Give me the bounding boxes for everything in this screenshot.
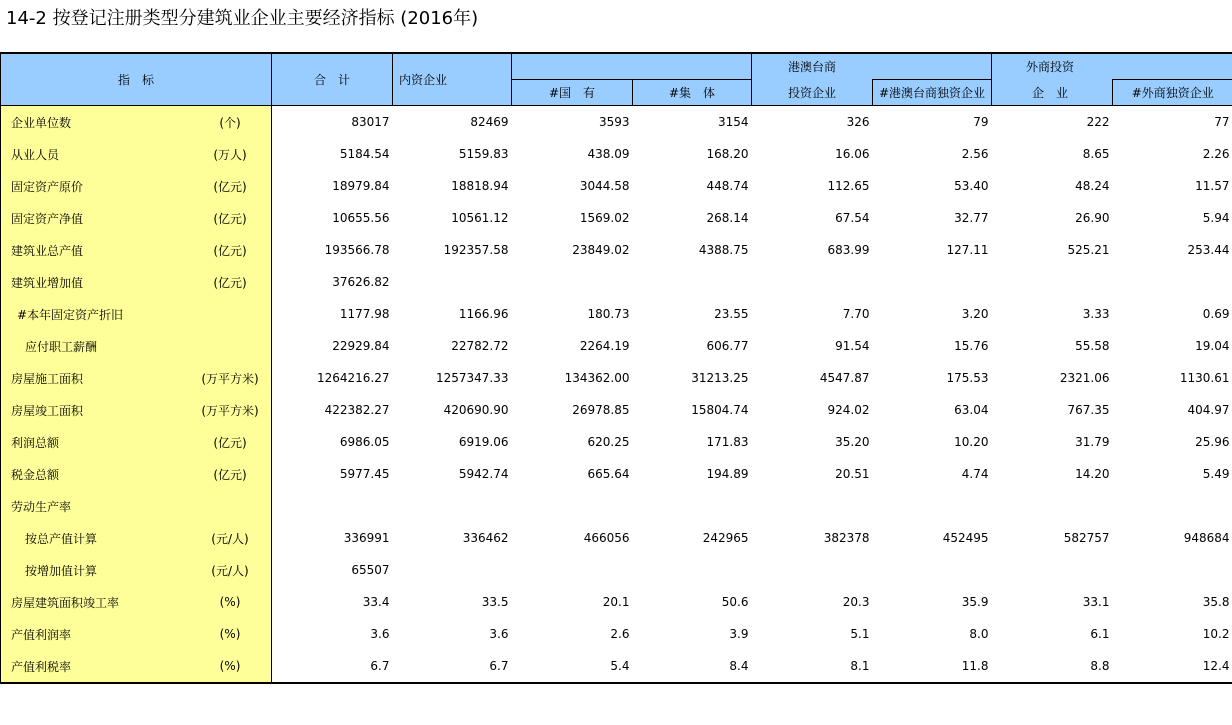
table-cell: 37626.82 — [332, 275, 390, 289]
table-cell: 20.51 — [835, 467, 870, 481]
table-cell: 180.73 — [587, 307, 630, 321]
row-unit: (%) — [219, 627, 241, 641]
row-label — [1, 618, 272, 650]
row-unit: (万人) — [213, 147, 247, 162]
table-cell: 4388.75 — [698, 243, 749, 257]
table-row — [1, 362, 1232, 394]
table-cell: 0.69 — [1202, 307, 1230, 321]
row-label — [1, 234, 272, 266]
table-cell — [512, 554, 633, 586]
table-cell: 7.70 — [842, 307, 870, 321]
table-cell: 242965 — [702, 531, 749, 545]
table-cell: 222 — [1086, 115, 1110, 129]
page-title: 14-2 按登记注册类型分建筑业企业主要经济指标 (2016年) — [6, 8, 479, 29]
data-table — [0, 52, 1232, 684]
table-body — [1, 106, 1232, 684]
table-cell: 4.74 — [961, 467, 989, 481]
table-cell: 6986.05 — [339, 435, 390, 449]
table-cell: 5184.54 — [339, 147, 390, 161]
table-cell — [992, 490, 1113, 522]
table-cell: 924.02 — [827, 403, 870, 417]
table-cell: 23849.02 — [572, 243, 630, 257]
table-row — [1, 394, 1232, 426]
header-hkmt-bottom: 投资企业 — [752, 80, 873, 106]
table-cell: 1257347.33 — [435, 371, 509, 385]
row-unit: (亿元) — [213, 211, 247, 226]
row-name: 固定资产净值 — [11, 211, 84, 226]
table-cell: 171.83 — [706, 435, 749, 449]
header-state: #国 有 — [512, 80, 633, 106]
row-label-wrap — [1, 522, 271, 554]
table-cell: 422382.27 — [324, 403, 390, 417]
table-row — [1, 106, 1232, 139]
row-unit: (万平方米) — [201, 403, 259, 418]
row-unit: (%) — [219, 659, 241, 673]
table-cell: 79 — [973, 115, 989, 129]
row-label — [1, 362, 272, 394]
table-cell: 175.53 — [946, 371, 989, 385]
table-cell: 268.14 — [706, 211, 749, 225]
table-cell: 12.4 — [1113, 650, 1232, 683]
row-label — [1, 650, 272, 683]
table-row — [1, 554, 1232, 586]
table-cell: 63.04 — [954, 403, 989, 417]
table-cell: 3.20 — [961, 307, 989, 321]
table-cell: 336991 — [343, 531, 390, 545]
header-blank — [633, 53, 752, 80]
table-cell: 3.6 — [370, 627, 390, 641]
table-cell: 33.4 — [362, 595, 390, 609]
table-cell — [873, 490, 992, 522]
row-label — [1, 170, 272, 202]
row-label-wrap — [1, 138, 271, 170]
table-cell: 3154 — [717, 115, 749, 129]
table-cell: 452495 — [942, 531, 989, 545]
table-cell: 33.1 — [1082, 595, 1110, 609]
row-label-wrap — [1, 650, 271, 682]
table-cell: 127.11 — [946, 243, 989, 257]
table-cell — [633, 490, 752, 522]
table-cell: 3.9 — [729, 627, 749, 641]
row-unit: (万平方米) — [201, 371, 259, 386]
table-cell — [633, 266, 752, 298]
table-cell — [393, 266, 512, 298]
table-cell: 6.1 — [1090, 627, 1110, 641]
table-cell: 525.21 — [1067, 243, 1110, 257]
row-unit: (亿元) — [213, 275, 247, 290]
table-cell: 11.8 — [873, 650, 992, 683]
table-cell: 326 — [846, 115, 870, 129]
table-cell — [1113, 554, 1232, 586]
row-label-wrap — [1, 298, 271, 330]
row-label — [1, 202, 272, 234]
table-cell: 31.79 — [1075, 435, 1110, 449]
table-cell: 10.2 — [1202, 627, 1230, 641]
table-cell: 168.20 — [706, 147, 749, 161]
row-name: 从业人员 — [11, 147, 60, 162]
table-cell: 50.6 — [721, 595, 749, 609]
table-cell: 620.25 — [587, 435, 630, 449]
row-label-wrap — [1, 394, 271, 426]
table-cell: 19.04 — [1195, 339, 1230, 353]
row-label-wrap — [1, 106, 271, 138]
table-cell: 3.33 — [1082, 307, 1110, 321]
table-cell: 35.20 — [835, 435, 870, 449]
table-row — [1, 234, 1232, 266]
row-label-wrap — [1, 458, 271, 490]
row-label — [1, 106, 272, 139]
table-cell: 6.7 — [272, 650, 393, 683]
table-cell: 606.77 — [706, 339, 749, 353]
table-cell: 194.89 — [706, 467, 749, 481]
row-name: 税金总额 — [11, 467, 60, 482]
table-row — [1, 618, 1232, 650]
table-cell: 134362.00 — [564, 371, 630, 385]
row-name: 房屋竣工面积 — [11, 403, 84, 418]
table-cell: 8.1 — [752, 650, 873, 683]
table-cell: 5977.45 — [339, 467, 390, 481]
table-cell — [393, 554, 512, 586]
row-label-wrap — [1, 490, 271, 522]
table-cell: 10.20 — [954, 435, 989, 449]
table-cell: 20.3 — [842, 595, 870, 609]
row-name: 利润总额 — [11, 435, 60, 450]
table-cell: 4547.87 — [819, 371, 870, 385]
table-cell — [752, 266, 873, 298]
table-cell: 1177.98 — [339, 307, 390, 321]
table-cell: 5.94 — [1202, 211, 1230, 225]
row-label — [1, 266, 272, 298]
table-cell: 6.7 — [393, 650, 512, 683]
row-label-wrap — [1, 362, 271, 394]
header-hkmt-sole: #港澳台商独资企业 — [873, 80, 992, 106]
row-unit: (元/人) — [211, 563, 249, 578]
table-cell — [752, 554, 873, 586]
table-cell: 8.4 — [633, 650, 752, 683]
table-cell — [272, 490, 393, 522]
table-cell: 82469 — [470, 115, 509, 129]
table-cell: 2.26 — [1202, 147, 1230, 161]
table-cell: 10655.56 — [332, 211, 390, 225]
table-cell: 15804.74 — [691, 403, 749, 417]
table-cell: 18979.84 — [332, 179, 390, 193]
table-cell: 32.77 — [954, 211, 989, 225]
table-cell: 11.57 — [1195, 179, 1230, 193]
row-label-wrap — [1, 234, 271, 266]
row-name: 产值利润率 — [11, 627, 72, 642]
row-name: 房屋施工面积 — [11, 371, 84, 386]
table-cell: 420690.90 — [443, 403, 509, 417]
table-row — [1, 138, 1232, 170]
table-cell: 10561.12 — [451, 211, 509, 225]
row-name: 建筑业增加值 — [11, 275, 84, 290]
table-cell — [512, 266, 633, 298]
table-cell — [992, 554, 1113, 586]
header-foreign-top: 外商投资 — [992, 53, 1113, 80]
header-total: 合 计 — [272, 53, 393, 106]
header-blank — [873, 53, 992, 80]
row-label — [1, 138, 272, 170]
table-cell — [992, 266, 1113, 298]
header-indicator: 指 标 — [1, 53, 272, 106]
row-label-wrap — [1, 170, 271, 202]
table-cell — [1113, 266, 1232, 298]
table-cell: 2264.19 — [579, 339, 630, 353]
table-cell — [873, 266, 992, 298]
table-cell: 55.58 — [1075, 339, 1110, 353]
table-cell: 382378 — [823, 531, 870, 545]
row-unit: (亿元) — [213, 467, 247, 482]
header-foreign-sole: #外商独资企业 — [1113, 80, 1232, 106]
row-label-wrap — [1, 202, 271, 234]
table-cell: 336462 — [462, 531, 509, 545]
table-cell: 2321.06 — [1059, 371, 1110, 385]
table-cell: 22782.72 — [451, 339, 509, 353]
row-name: 企业单位数 — [11, 115, 72, 130]
table-cell: 83017 — [351, 115, 390, 129]
table-cell: 22929.84 — [332, 339, 390, 353]
table-cell: 253.44 — [1187, 243, 1230, 257]
table-cell: 5942.74 — [458, 467, 509, 481]
table-cell: 35.8 — [1202, 595, 1230, 609]
table-cell: 33.5 — [481, 595, 509, 609]
table-cell — [1113, 490, 1232, 522]
table-cell: 466056 — [583, 531, 630, 545]
table-cell: 53.40 — [954, 179, 989, 193]
table-cell: 67.54 — [835, 211, 870, 225]
header-hkmt-top: 港澳台商 — [752, 53, 873, 80]
row-label — [1, 586, 272, 618]
table-cell: 2.56 — [961, 147, 989, 161]
row-unit: (元/人) — [211, 531, 249, 546]
table-cell: 16.06 — [835, 147, 870, 161]
header-foreign-bottom: 企 业 — [992, 80, 1113, 106]
table-cell: 404.97 — [1187, 403, 1230, 417]
header-collective: #集 体 — [633, 80, 752, 106]
table-cell: 5159.83 — [458, 147, 509, 161]
table-cell: 8.8 — [992, 650, 1113, 683]
row-name: 固定资产原价 — [11, 179, 84, 194]
table-cell: 3.6 — [489, 627, 509, 641]
row-label — [1, 522, 272, 554]
row-name: 建筑业总产值 — [11, 243, 84, 258]
table-cell: 1130.61 — [1179, 371, 1230, 385]
row-name: 按总产值计算 — [25, 531, 98, 546]
row-name: #本年固定资产折旧 — [17, 307, 124, 322]
table-cell: 23.55 — [714, 307, 749, 321]
table-cell: 1264216.27 — [316, 371, 390, 385]
row-name: 应付职工薪酬 — [25, 339, 98, 354]
table-cell: 3044.58 — [579, 179, 630, 193]
row-label — [1, 298, 272, 330]
table-cell: 193566.78 — [324, 243, 390, 257]
table-cell — [873, 554, 992, 586]
row-label — [1, 426, 272, 458]
row-name: 产值利税率 — [11, 659, 72, 674]
row-unit: (亿元) — [213, 243, 247, 258]
table-row — [1, 298, 1232, 330]
table-row — [1, 266, 1232, 298]
row-label-wrap — [1, 266, 271, 298]
table-cell: 3593 — [598, 115, 630, 129]
table-cell — [633, 554, 752, 586]
table-cell: 14.20 — [1075, 467, 1110, 481]
table-cell: 91.54 — [835, 339, 870, 353]
row-label — [1, 394, 272, 426]
table-row — [1, 170, 1232, 202]
header-blank — [1113, 53, 1232, 80]
table-cell: 26.90 — [1075, 211, 1110, 225]
table-cell: 15.76 — [954, 339, 989, 353]
table-cell — [752, 490, 873, 522]
table-cell: 948684 — [1183, 531, 1230, 545]
row-label-wrap — [1, 586, 271, 618]
table-cell: 683.99 — [827, 243, 870, 257]
row-label-wrap — [1, 330, 271, 362]
table-cell: 25.96 — [1195, 435, 1230, 449]
table-row — [1, 330, 1232, 362]
table-cell: 767.35 — [1067, 403, 1110, 417]
row-name: 房屋建筑面积竣工率 — [11, 595, 120, 610]
table-row — [1, 458, 1232, 490]
row-unit: (亿元) — [213, 179, 247, 194]
table-cell: 1166.96 — [458, 307, 509, 321]
table-cell: 2.6 — [610, 627, 630, 641]
table-cell: 438.09 — [587, 147, 630, 161]
table-row — [1, 490, 1232, 522]
table-row — [1, 586, 1232, 618]
table-cell: 192357.58 — [443, 243, 509, 257]
table-row — [1, 202, 1232, 234]
table-cell: 8.0 — [969, 627, 989, 641]
table-cell: 665.64 — [587, 467, 630, 481]
table-row — [1, 522, 1232, 554]
table-cell: 5.1 — [850, 627, 870, 641]
table-cell: 8.65 — [1082, 147, 1110, 161]
row-label-wrap — [1, 554, 271, 586]
table-cell: 20.1 — [602, 595, 630, 609]
table-cell: 48.24 — [1075, 179, 1110, 193]
table-cell: 35.9 — [961, 595, 989, 609]
table-cell: 65507 — [351, 563, 390, 577]
header-blank — [512, 53, 633, 80]
table-cell: 6919.06 — [458, 435, 509, 449]
row-label — [1, 554, 272, 586]
row-name: 按增加值计算 — [25, 563, 98, 578]
table-cell: 5.4 — [512, 650, 633, 683]
row-label-wrap — [1, 618, 271, 650]
row-name: 劳动生产率 — [11, 499, 72, 514]
row-label-wrap — [1, 426, 271, 458]
table-row — [1, 650, 1232, 683]
row-label — [1, 330, 272, 362]
table-cell: 1569.02 — [579, 211, 630, 225]
header-domestic: 内资企业 — [393, 53, 512, 106]
row-label — [1, 490, 272, 522]
row-unit: (%) — [219, 595, 241, 609]
table-cell: 5.49 — [1202, 467, 1230, 481]
table-cell — [512, 490, 633, 522]
table-cell — [393, 490, 512, 522]
table-cell: 112.65 — [827, 179, 870, 193]
table-cell: 448.74 — [706, 179, 749, 193]
table-cell: 582757 — [1063, 531, 1110, 545]
row-unit: (亿元) — [213, 435, 247, 450]
table-cell: 31213.25 — [691, 371, 749, 385]
row-label — [1, 458, 272, 490]
table-cell: 77 — [1214, 115, 1230, 129]
table-cell: 18818.94 — [451, 179, 509, 193]
row-unit: (个) — [219, 115, 241, 130]
table-row — [1, 426, 1232, 458]
table-cell: 26978.85 — [572, 403, 630, 417]
